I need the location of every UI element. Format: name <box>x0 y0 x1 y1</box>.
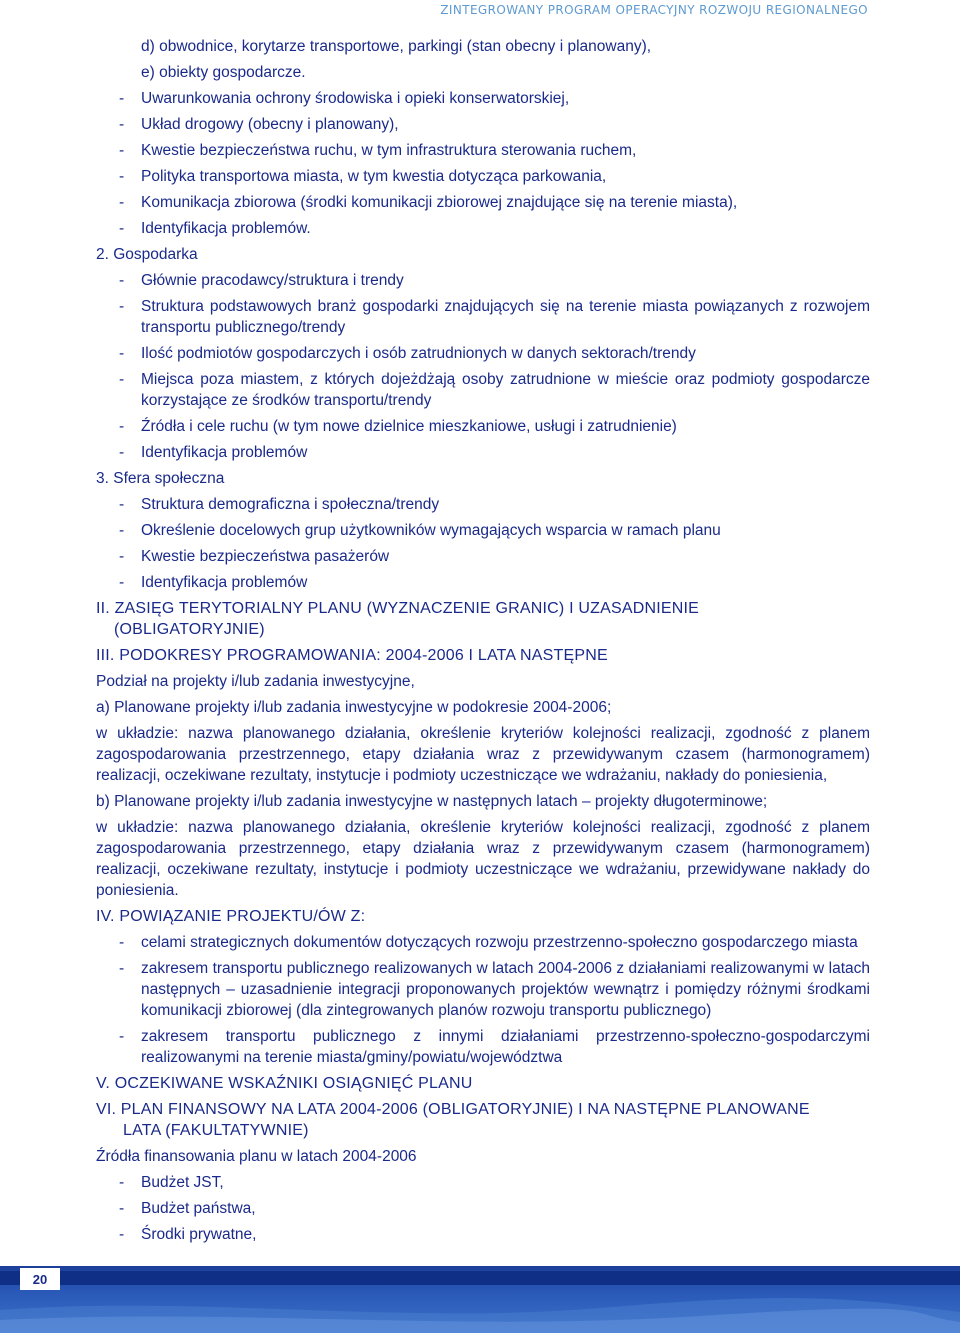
heading-III: III. PODOKRESY PROGRAMOWANIA: 2004-2006 I LATA NASTĘPNE <box>96 647 608 664</box>
paragraph-a-detail: w układzie: nazwa planowanego działania, określenie kryteriów kolejności realizacji, zgodność z planem zagospodarowania przestrzennego, etapy działania wraz z przewidywanym czasem (harmonogramem) realizacji, oczekiwane rezultaty, instytucje i podmioty uczestniczące we wdrażaniu, nakłady do poniesienia, <box>96 725 870 784</box>
list-item: - Miejsca poza miastem, z których dojeżdżają osoby zatrudnione w mieście oraz podmioty gospodarcze korzystające ze środków transportu/trendy <box>119 371 870 409</box>
list-item: - Ilość podmiotów gospodarczych i osób zatrudnionych w danych sektorach/trendy <box>119 345 696 362</box>
paragraph-b: b) Planowane projekty i/lub zadania inwestycyjne w następnych latach – projekty długoterminowe; <box>96 793 768 810</box>
list-item: - Identyfikacja problemów. <box>119 220 311 237</box>
list-environment-transport <box>96 88 870 239</box>
list-item: - Uwarunkowania ochrony środowiska i opieki konserwatorskiej, <box>119 90 570 107</box>
list-item: - celami strategicznych dokumentów dotyczących rozwoju przestrzenno-społeczno gospodarczego miasta <box>119 934 858 951</box>
heading-V: V. OCZEKIWANE WSKAŹNIKI OSIĄGNIĘĆ PLANU <box>96 1075 473 1092</box>
list-item: - zakresem transportu publicznego realizowanych w latach 2004-2006 z działaniami realizowanymi w latach następnych – uzasadnienie integracji proponowanych projektów wewnątrz i pomiędzy różnymi środkami komunikacji zbiorowej (dla zintegrowanych planów rozwoju transportu publicznego) <box>119 960 870 1019</box>
list-item: - Struktura podstawowych branż gospodarki znajdujących się na terenie miasta powiązanych z rozwojem transportu publicznego/trendy <box>119 298 870 336</box>
list-item: - Budżet JST, <box>119 1174 224 1191</box>
heading-IV: IV. POWIĄZANIE PROJEKTU/ÓW Z: <box>96 908 366 925</box>
list-item: - Źródła i cele ruchu (w tym nowe dzielnice mieszkaniowe, usługi i zatrudnienie) <box>119 418 677 435</box>
list-item: - Kwestie bezpieczeństwa ruchu, w tym infrastruktura sterowania ruchem, <box>119 142 637 159</box>
list-economy <box>96 270 870 463</box>
list-item: - Środki prywatne, <box>119 1226 257 1243</box>
page-number: 20 <box>20 1268 60 1290</box>
sub-item-e: e) obiekty gospodarcze. <box>141 64 306 81</box>
heading-VI: VI. PLAN FINANSOWY NA LATA 2004-2006 (OBLIGATORYJNIE) I NA NASTĘPNE PLANOWANE LATA (FAKULTATYWNIE) <box>96 1101 810 1139</box>
list-item: - Polityka transportowa miasta, w tym kwestia dotycząca parkowania, <box>119 168 607 185</box>
footer-strip <box>0 1271 960 1285</box>
list-social <box>96 494 870 593</box>
list-item: - Kwestie bezpieczeństwa pasażerów <box>119 548 390 565</box>
footer-wave-decoration <box>0 1290 960 1333</box>
list-item: - Struktura demograficzna i społeczna/trendy <box>119 496 440 513</box>
paragraph-a: a) Planowane projekty i/lub zadania inwestycyjne w podokresie 2004-2006; <box>96 699 612 716</box>
list-item: - Głównie pracodawcy/struktura i trendy <box>119 272 404 289</box>
list-item: - Komunikacja zbiorowa (środki komunikacji zbiorowej znajdujące się na terenie miasta), <box>119 194 738 211</box>
list-item: - Identyfikacja problemów <box>119 574 308 591</box>
section-2-title: 2. Gospodarka <box>96 246 198 263</box>
running-header: ZINTEGROWANY PROGRAM OPERACYJNY ROZWOJU REGIONALNEGO <box>440 3 868 17</box>
paragraph-b-detail: w układzie: nazwa planowanego działania, określenie kryteriów kolejności realizacji, zgodność z planem zagospodarowania przestrzennego, etapy działania wraz z przewidywanym czasem (harmonogramem) realizacji, oczekiwane rezultaty, instytucje i podmioty uczestniczące we wdrażaniu, przewidywane nakłady do poniesienia. <box>96 819 870 899</box>
list-item: - Określenie docelowych grup użytkowników wymagających wsparcia w ramach planu <box>119 522 721 539</box>
paragraph-podzial: Podział na projekty i/lub zadania inwestycyjne, <box>96 673 415 690</box>
heading-II: II. ZASIĘG TERYTORIALNY PLANU (WYZNACZENIE GRANIC) I UZASADNIENIE (OBLIGATORYJNIE) <box>96 600 700 638</box>
paragraph-funding-sources: Źródła finansowania planu w latach 2004-2006 <box>96 1148 417 1165</box>
list-item: - Budżet państwa, <box>119 1200 256 1217</box>
document-body <box>96 36 870 1250</box>
list-item: - Identyfikacja problemów <box>119 444 308 461</box>
sub-item-d: d) obwodnice, korytarze transportowe, parkingi (stan obecny i planowany), <box>141 38 652 55</box>
list-item: - zakresem transportu publicznego z innymi działaniami przestrzenno-społeczno-gospodarczymi realizowanymi na terenie miasta/gminy/powiatu/województwa <box>119 1028 870 1066</box>
list-item: - Układ drogowy (obecny i planowany), <box>119 116 399 133</box>
list-links <box>96 932 870 1068</box>
section-3-title: 3. Sfera społeczna <box>96 470 225 487</box>
list-funding <box>96 1172 870 1245</box>
